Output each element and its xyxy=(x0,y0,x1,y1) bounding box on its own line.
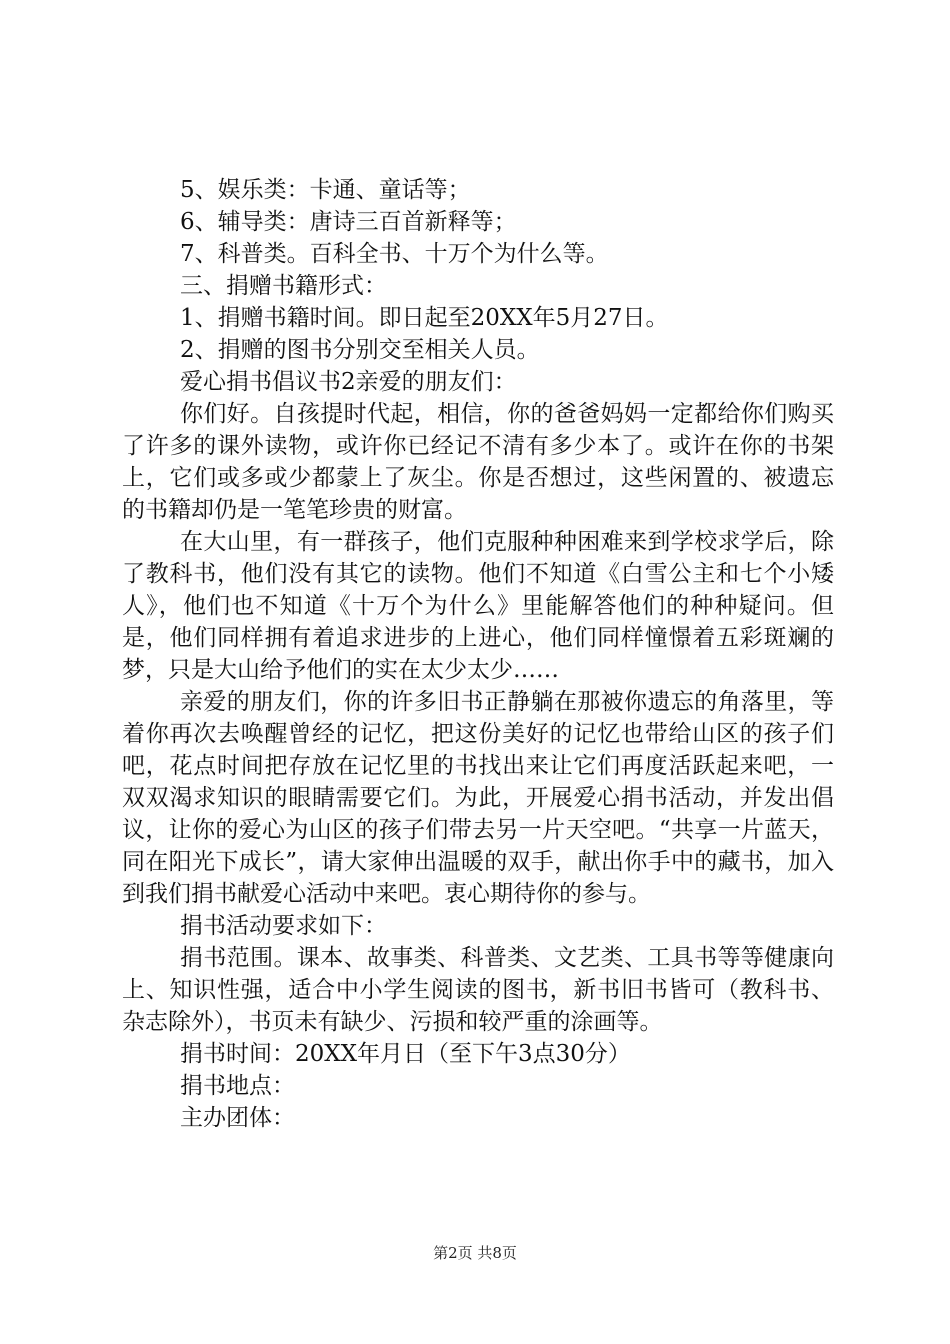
body-paragraph: 捐书范围。课本、故事类、科普类、文艺类、工具书等等健康向上、知识性强，适合中小学生阅读的图书，新书旧书皆可（教科书、杂志除外），书页未有缺少、污损和较严重的涂画等。 xyxy=(122,945,834,1035)
donation-time-line: 捐书时间：20XX年月日（至下午3点30分） xyxy=(180,1041,631,1067)
list-item-entertainment: 5、娱乐类：卡通、童话等； xyxy=(180,177,471,203)
page-number-footer: 第2页 共8页 xyxy=(433,1244,517,1262)
donation-location-line: 捐书地点： xyxy=(180,1073,295,1099)
body-paragraph: 你们好。自孩提时代起，相信，你的爸爸妈妈一定都给你们购买了许多的课外读物，或许你已经记不清有多少本了。或许在你的书架上，它们或多或少都蒙上了灰尘。你是否想过，这些闲置的、被遗忘的书籍却仍是一笔笔珍贵的财富。 xyxy=(122,401,834,523)
list-item-donation-handover: 2、捐赠的图书分别交至相关人员。 xyxy=(180,337,540,363)
body-paragraph: 在大山里，有一群孩子，他们克服种种困难来到学校求学后，除了教科书，他们没有其它的读物。他们不知道《白雪公主和七个小矮人》，他们也不知道《十万个为什么》里能解答他们的种种疑问。但是，他们同样拥有着追求进步的上进心，他们同样憧憬着五彩斑斓的梦，只是大山给予他们的实在太少太少…… xyxy=(122,529,834,683)
list-item-science: 7、科普类。百科全书、十万个为什么等。 xyxy=(180,241,609,267)
organizer-line: 主办团体： xyxy=(180,1105,295,1131)
list-item-donation-time: 1、捐赠书籍时间。即日起至20XX年5月27日。 xyxy=(180,305,669,331)
section-heading-donation-form: 三、捐赠书籍形式： xyxy=(180,273,387,299)
document-body xyxy=(122,174,834,1134)
requirements-heading: 捐书活动要求如下： xyxy=(180,913,387,939)
letter-title: 爱心捐书倡议书2亲爱的朋友们： xyxy=(180,369,517,395)
body-paragraph: 亲爱的朋友们，你的许多旧书正静躺在那被你遗忘的角落里，等着你再次去唤醒曾经的记忆，把这份美好的记忆也带给山区的孩子们吧，花点时间把存放在记忆里的书找出来让它们再度活跃起来吧，一双双渴求知识的眼睛需要它们。为此，开展爱心捐书活动，并发出倡议，让你的爱心为山区的孩子们带去另一片天空吧。“共享一片蓝天，同在阳光下成长”，请大家伸出温暖的双手，献出你手中的藏书，加入到我们捐书献爱心活动中来吧。衷心期待你的参与。 xyxy=(122,689,834,907)
list-item-tutoring: 6、辅导类：唐诗三百首新释等； xyxy=(180,209,517,235)
